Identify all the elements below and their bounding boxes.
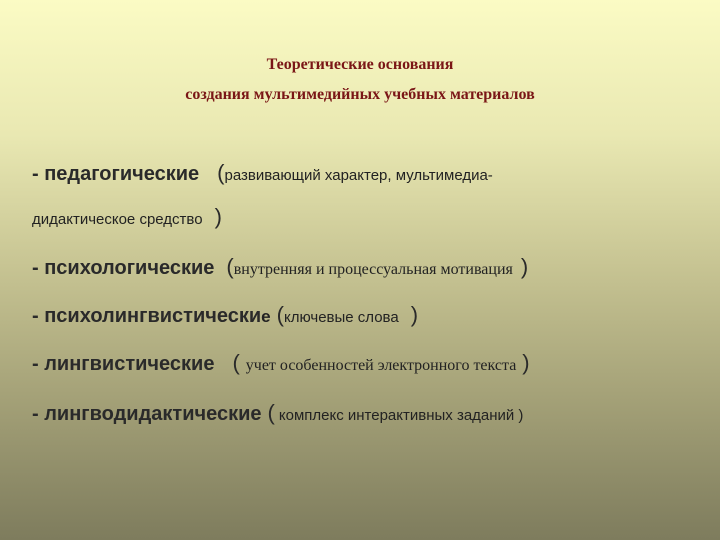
- item-description: комплекс интерактивных заданий: [278, 407, 515, 424]
- open-paren: (: [232, 350, 240, 375]
- title-line-1: Теоретические основания: [266, 56, 454, 73]
- item-term: педагогические: [44, 163, 200, 185]
- item-term: лингвистические: [44, 353, 215, 375]
- item-description: внутренняя и процессуальная мотивация: [233, 261, 513, 278]
- item-term-tail: е: [261, 307, 271, 326]
- list-item-pedagogical-continuation: [32, 204, 222, 230]
- item-prefix: -: [32, 305, 45, 327]
- close-paren: ): [520, 254, 529, 279]
- close-paren: ): [410, 302, 419, 327]
- list-item-psychological: [32, 254, 528, 280]
- close-paren: ): [214, 204, 222, 229]
- item-term: психологические: [44, 257, 215, 279]
- item-description: учет особенностей электронного текста: [245, 357, 517, 374]
- list-item-linguodidactic: [32, 400, 523, 426]
- item-description: развивающий характер, мультимедиа-: [224, 167, 493, 184]
- close-paren: ): [518, 407, 524, 424]
- title-line-2: создания мультимедийных учебных материалов: [185, 86, 535, 103]
- open-paren: (: [267, 400, 275, 425]
- slide-title: [0, 50, 720, 110]
- item-description: ключевые слова: [283, 309, 399, 326]
- item-term: лингводидактические: [44, 403, 262, 425]
- open-paren: (: [276, 302, 284, 327]
- item-prefix: -: [32, 403, 45, 425]
- list-item-pedagogical: [32, 160, 493, 186]
- item-term: психолингвистически: [44, 305, 262, 327]
- item-prefix: -: [32, 353, 45, 375]
- list-item-psycholinguistic: [32, 302, 418, 328]
- list-item-linguistic: [32, 350, 530, 376]
- item-prefix: -: [32, 163, 45, 185]
- item-prefix: -: [32, 257, 45, 279]
- open-paren: (: [226, 254, 234, 279]
- open-paren: (: [217, 160, 225, 185]
- item-description-continued: дидактическое средство: [32, 211, 203, 228]
- close-paren: ): [522, 350, 530, 375]
